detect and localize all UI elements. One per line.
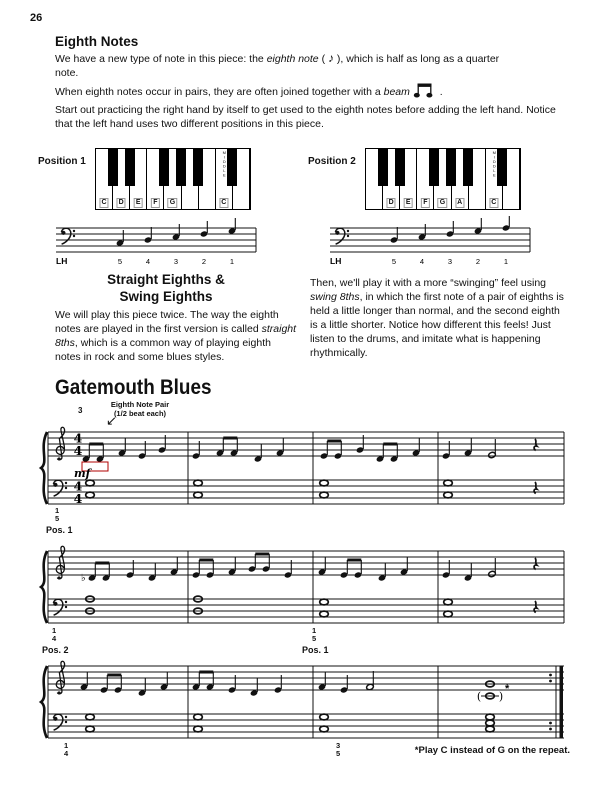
- notes: [390, 216, 510, 244]
- black-key: [378, 149, 388, 186]
- svg-text:4: 4: [419, 257, 425, 266]
- black-key: [108, 149, 118, 186]
- text: ), which is half as long as a quarter note.: [55, 53, 500, 80]
- treble-notes: [88, 554, 537, 582]
- text: , which is a common way of playing eighth notes in rock and some blues styles.: [55, 337, 271, 364]
- bass-notes: [86, 480, 537, 498]
- lh-label: LH: [56, 256, 68, 266]
- text: .: [439, 86, 443, 98]
- text: When eighth notes occur in pairs, they are often joined together with a: [55, 86, 384, 98]
- flat-sign: ♭: [81, 573, 86, 584]
- position-2-label: Position 2: [308, 156, 356, 167]
- asterisk: *: [505, 683, 510, 695]
- middle-c-label: MIDDLE: [221, 150, 227, 177]
- song-title: Gatemouth Blues: [55, 376, 212, 399]
- svg-text:2: 2: [201, 257, 207, 266]
- finger-numbers: [392, 257, 508, 266]
- text: We will play this piece twice. The way the eighth notes are played in the first version is called: [55, 309, 279, 336]
- heading-line: Swing Eighths: [119, 288, 213, 304]
- brace-icon: [41, 551, 47, 623]
- keyboard-diagram-1: [95, 148, 251, 210]
- svg-text:1: 1: [229, 257, 235, 266]
- paren-open: (: [476, 690, 482, 703]
- lh-staff-position-1: [48, 216, 260, 268]
- key-label: C: [100, 198, 109, 208]
- key-label: A: [455, 198, 464, 208]
- black-key: [497, 149, 507, 186]
- key-label: G: [438, 198, 447, 208]
- black-key: [193, 149, 203, 186]
- paragraph-practice: Start out practicing the right hand by itself to get used to the eighth notes before adding the left hand. Notice that the left hand uses two different positions in this piece.: [55, 104, 556, 131]
- position-1-label: Position 1: [38, 156, 86, 167]
- term-swing-8ths: swing 8ths: [310, 291, 360, 304]
- key-label: G: [168, 198, 177, 208]
- position-marker: Pos. 2: [42, 645, 69, 655]
- svg-text:1: 1: [503, 257, 509, 266]
- term-beam: beam: [383, 86, 410, 98]
- repeat-dots: [549, 674, 552, 731]
- position-marker: Pos. 1: [302, 645, 329, 655]
- bass-clef-icon: [53, 714, 67, 730]
- staff-lines: [48, 551, 564, 623]
- fingering-stack: 1 4: [64, 741, 69, 758]
- black-key: [463, 149, 473, 186]
- bass-clef-icon: [61, 228, 75, 244]
- arrow-down-icon: ↙: [106, 413, 117, 428]
- beamed-eighths-icon: [413, 82, 437, 99]
- key-label: F: [421, 198, 429, 208]
- heading-line: Straight Eighths &: [107, 272, 225, 287]
- annotation-line: Eighth Note Pair: [110, 400, 170, 409]
- black-key: [395, 149, 405, 186]
- black-key: [227, 149, 237, 186]
- black-key: [125, 149, 135, 186]
- section-heading-eighth-notes: Eighth Notes: [55, 34, 139, 49]
- black-key: [429, 149, 439, 186]
- lh-staff-position-2: [322, 216, 534, 268]
- staff-lines: [56, 228, 256, 252]
- fingering-stack: 1 5: [312, 626, 317, 643]
- keyboard-diagram-2: [365, 148, 521, 210]
- svg-text:3: 3: [173, 257, 179, 266]
- paragraph-beam: [55, 82, 585, 99]
- svg-text:4: 4: [73, 443, 83, 458]
- black-key: [176, 149, 186, 186]
- svg-text:4: 4: [145, 257, 151, 266]
- barlines: [48, 551, 564, 623]
- black-key: [446, 149, 456, 186]
- fingering-stack: 3 5: [336, 741, 341, 758]
- key-label: D: [387, 198, 396, 208]
- dynamic-marking: mf: [74, 467, 91, 480]
- paren-close: ): [498, 690, 504, 703]
- key-label: E: [134, 198, 143, 208]
- svg-text:3: 3: [447, 257, 453, 266]
- lh-label: LH: [330, 256, 342, 266]
- text: , in which the first note of a pair of eighths is held a little longer than normal, and the second eighth is a little shorter. Notice how different this feels! Just listen to the drums, and imitate what is happening rhythmically.: [310, 291, 564, 360]
- position-marker: Pos. 1: [46, 525, 73, 535]
- music-system-2: [38, 541, 568, 645]
- section-heading-straight-swing: [55, 272, 277, 306]
- treble-notes: [80, 671, 510, 703]
- bass-clef-icon: [53, 599, 67, 615]
- middle-c-label: MIDDLE: [491, 150, 497, 177]
- footnote: *Play C instead of G on the repeat.: [414, 745, 570, 756]
- svg-text:4: 4: [73, 430, 83, 446]
- bass-clef-icon: [53, 480, 67, 496]
- finger-number: 3: [78, 406, 83, 415]
- paragraph-swing-eighths: [310, 276, 566, 360]
- svg-text:5: 5: [117, 257, 123, 266]
- key-label: D: [117, 198, 126, 208]
- notes: [116, 218, 236, 247]
- quarter-rest-icon: [534, 439, 537, 451]
- brace-icon: [41, 666, 47, 738]
- paragraph-eighth-note: [55, 50, 505, 80]
- svg-text:5: 5: [391, 257, 397, 266]
- annotation-line: (1/2 beat each): [113, 409, 167, 418]
- key-label: F: [151, 198, 159, 208]
- final-barline: [560, 666, 564, 738]
- term-straight-8ths: straight 8ths: [55, 323, 297, 350]
- paragraph-straight-eighths: [55, 308, 298, 364]
- term-eighth-note: eighth note: [266, 53, 319, 65]
- text: Then, we'll play it with a more “swinging” feel using: [310, 277, 547, 289]
- bass-notes: [86, 714, 495, 732]
- bass-clef-icon: [335, 228, 349, 244]
- treble-notes: [82, 435, 537, 463]
- key-label: C: [219, 198, 228, 208]
- text: (: [318, 53, 328, 65]
- staff-lines: [330, 228, 530, 252]
- svg-text:2: 2: [475, 257, 481, 266]
- key-label: C: [489, 198, 498, 208]
- text: We have a new type of note in this piece: the: [55, 53, 267, 65]
- svg-text:4: 4: [73, 491, 83, 506]
- eighth-note-icon: ♪: [328, 51, 334, 65]
- finger-numbers: [118, 257, 234, 266]
- quarter-rest-icon: [534, 558, 537, 570]
- page-number: 26: [30, 12, 43, 24]
- music-system-1: [38, 422, 568, 526]
- black-key: [159, 149, 169, 186]
- brace-icon: [41, 432, 47, 504]
- fingering-stack: 1 4: [52, 626, 57, 643]
- fingering-stack: 1 5: [55, 506, 60, 523]
- svg-text:4: 4: [73, 478, 83, 494]
- key-label: E: [404, 198, 413, 208]
